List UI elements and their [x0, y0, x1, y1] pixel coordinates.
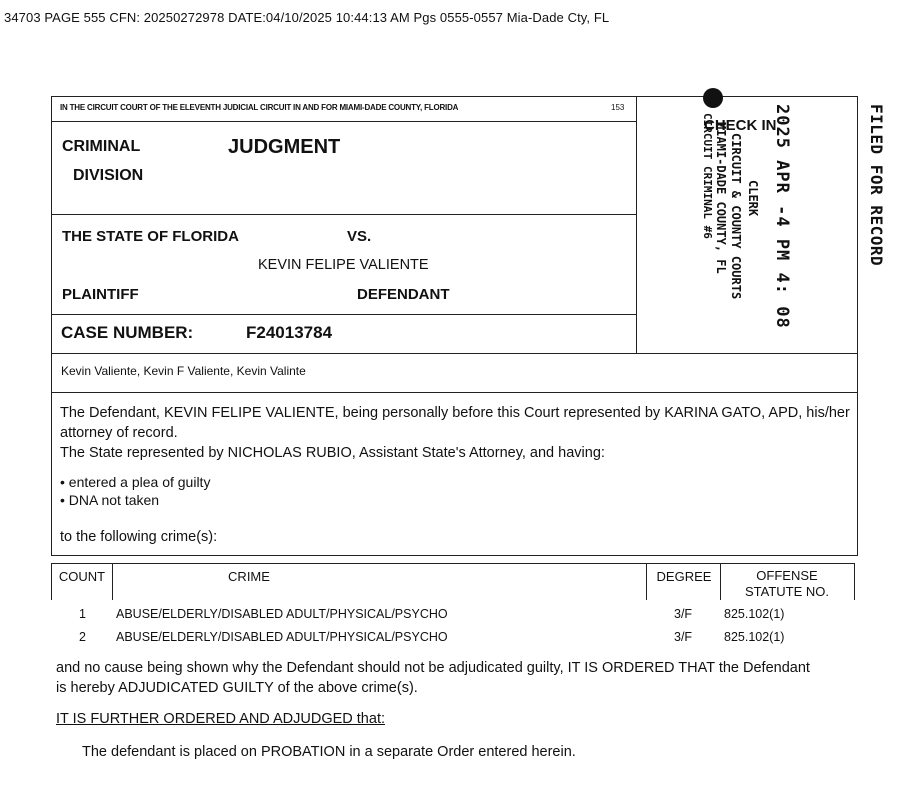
aliases-text: Kevin Valiente, Kevin F Valiente, Kevin Valinte — [61, 364, 306, 378]
header-degree: DEGREE — [656, 569, 712, 584]
versus-label: VS. — [347, 228, 372, 245]
table-row-1-statute: 825.102(1) — [724, 607, 785, 621]
stamp-clerk-line-3: MIAMI-DADE COUNTY, FL — [714, 122, 728, 274]
header-statute-2: STATUTE NO. — [744, 584, 830, 599]
bullet-1: • entered a plea of guilty — [60, 474, 211, 490]
table-row-1-count: 1 — [79, 607, 86, 621]
defendant-name: KEVIN FELIPE VALIENTE — [258, 257, 429, 273]
court-line-rule — [51, 121, 637, 122]
table-row-2-count: 2 — [79, 630, 86, 644]
col-divider-degree — [720, 563, 721, 600]
stamp-clerk-line-4: CIRCUIT CRIMINAL #6 — [701, 113, 714, 239]
stamp-clerk-line-2: CIRCUIT & COUNTY COURTS — [729, 133, 743, 300]
case-number-value: F24013784 — [246, 323, 333, 342]
division-line-2: DIVISION — [73, 167, 144, 184]
court-number: 153 — [611, 103, 625, 112]
probation-order: The defendant is placed on PROBATION in a separate Order entered herein. — [82, 744, 576, 760]
stamp-date: 2025 APR -4 PM 4: 08 — [772, 104, 792, 329]
crimes-intro: to the following crime(s): — [60, 529, 218, 545]
table-row-2-statute: 825.102(1) — [724, 630, 785, 644]
further-ordered-heading: IT IS FURTHER ORDERED AND ADJUDGED that: — [56, 711, 385, 727]
case-number-label: CASE NUMBER: — [61, 323, 194, 342]
parties-rule — [51, 314, 637, 315]
adjudication-paragraph: and no cause being shown why the Defendant should not be adjudicated guilty, IT IS ORDERED THAT the Defendant is hereby ADJUDICATED GUILTY of the above crime(s). — [56, 660, 810, 696]
court-heading: IN THE CIRCUIT COURT OF THE ELEVENTH JUDICIAL CIRCUIT IN AND FOR MIAMI-DADE COUNTY, FLORIDA — [60, 103, 459, 112]
defendant-label: DEFENDANT — [357, 286, 450, 303]
stamp-seal-icon — [703, 88, 723, 108]
defendant-representation: The Defendant, KEVIN FELIPE VALIENTE, being personally before this Court represented by KARINA GATO, APD, his/her attorney of record. — [60, 405, 850, 441]
col-divider-count — [112, 563, 113, 600]
stamp-check-in: CHECK IN — [704, 117, 777, 134]
state-representation: The State represented by NICHOLAS RUBIO, Assistant State's Attorney, and having: — [60, 445, 605, 461]
stamp-clerk-line-1: CLERK — [746, 180, 760, 217]
plaintiff-name: THE STATE OF FLORIDA — [62, 228, 239, 245]
division-rule — [51, 214, 637, 215]
header-statute-1: OFFENSE — [756, 568, 818, 583]
document-title: JUDGMENT — [228, 136, 341, 158]
stamp-filed-for-record: FILED FOR RECORD — [867, 104, 886, 267]
table-row-2-degree: 3/F — [674, 630, 693, 644]
header-count: COUNT — [58, 569, 106, 584]
division-line-1: CRIMINAL — [62, 138, 141, 155]
caption-divider — [636, 96, 637, 354]
table-row-1-degree: 3/F — [674, 607, 693, 621]
representation-paragraph — [60, 403, 850, 463]
table-row-2-crime: ABUSE/ELDERLY/DISABLED ADULT/PHYSICAL/PSYCHO — [116, 630, 448, 644]
col-divider-crime — [646, 563, 647, 600]
bullet-2: • DNA not taken — [60, 492, 160, 508]
header-crime: CRIME — [228, 569, 270, 584]
recording-header: 34703 PAGE 555 CFN: 20250272978 DATE:04/10/2025 10:44:13 AM Pgs 0555-0557 Mia-Dade Cty, FL — [4, 10, 610, 25]
plaintiff-label: PLAINTIFF — [62, 286, 139, 303]
table-row-1-crime: ABUSE/ELDERLY/DISABLED ADULT/PHYSICAL/PSYCHO — [116, 607, 448, 621]
